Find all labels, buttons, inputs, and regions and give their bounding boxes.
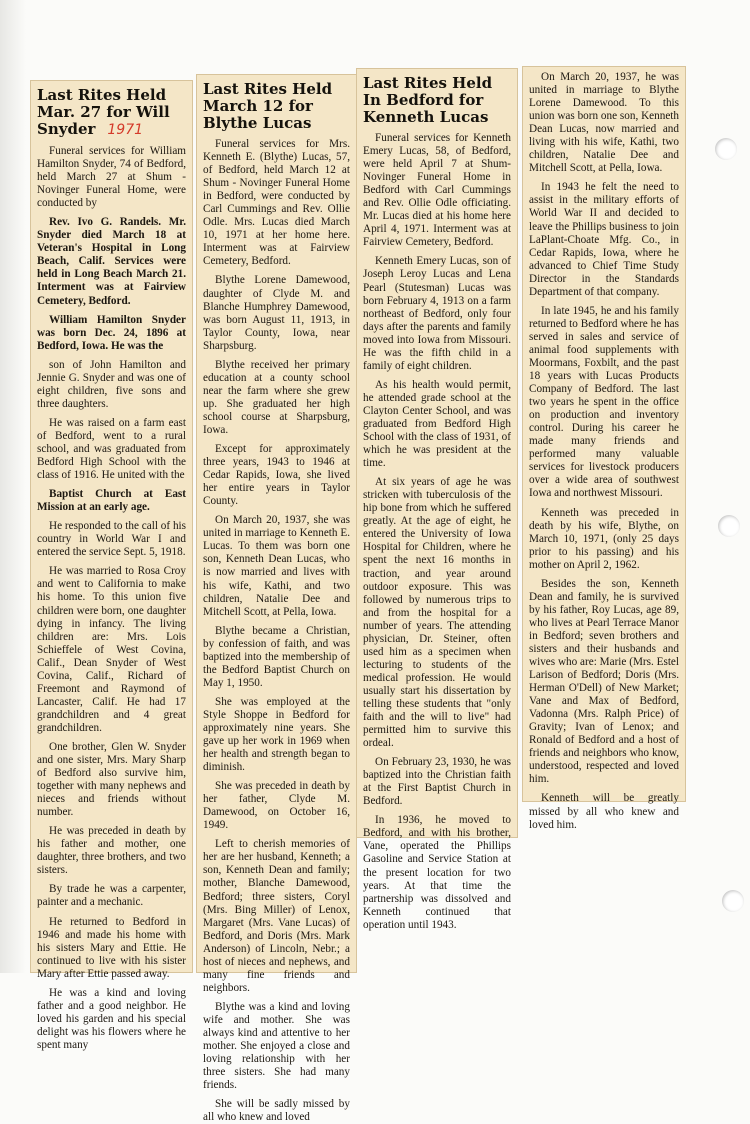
- paragraph: She will be sadly missed by all who knew and loved: [203, 1098, 350, 1124]
- paragraph: Blythe became a Christian, by confession of faith, and was baptized into the membership of the Bedford Baptist Church on May 1, 1950.: [203, 624, 350, 689]
- paragraph: She was preceded in death by her father, Clyde M. Damewood, on October 16, 1949.: [203, 780, 350, 832]
- paragraph: Besides the son, Kenneth Dean and family, he is survived by his father, Roy Lucas, age 89, who lives at Pearl Terrace Manor in Bedford; seven brothers and sisters and their husbands and wives who are: Marie (Mrs. Estel Larison of Bedford; Doris (Mrs. Herman O'Dell) of New Market; Vane and Max of Bedford, Vadonna (Mrs. Ralph Price) of Gravity; Ivan of Lenox; and Ronald of Bedford and a host of friends and neighbors who know, understood, respected and loved him.: [529, 577, 679, 786]
- paragraph: Funeral services for William Hamilton Snyder, 74 of Bedford, held March 27 at Shum - Novinger Funeral Home, were conducted by: [37, 145, 186, 210]
- punch-hole-top: [715, 138, 737, 160]
- paragraph: He returned to Bedford in 1946 and made his home with his sisters Mary and Ettie. He continued to live with his sister Mary after Ettie passed away.: [37, 915, 186, 980]
- paragraph: At six years of age he was stricken with tuberculosis of the hip bone from which he suffered greatly. At the age of eight, he entered the University of Iowa Hospital for Children, where he spent the next 16 months in traction, and year around outdoor exposure. This was followed by numerous trips to and from the hospital for a number of years. The attending physician, Dr. Steiner, often used him as a specimen when lecturing to students of the medical profession. He would usually start his dissertation by telling these students that "only faith and the will to live" had permitted him to survive this ordeal.: [363, 476, 511, 750]
- punch-hole-middle: [718, 515, 740, 537]
- headline: Last Rites Held Mar. 27 for Will Snyder 1971: [37, 86, 170, 138]
- paragraph: William Hamilton Snyder was born Dec. 24, 1896 at Bedford, Iowa. He was the: [37, 313, 186, 352]
- paragraph: He responded to the call of his country in World War I and entered the service Sept. 5, 1918.: [37, 520, 186, 559]
- headline: Last Rites Held In Bedford for Kenneth Lucas: [363, 74, 493, 126]
- paragraph: Except for approximately three years, 1943 to 1946 at Cedar Rapids, Iowa, she lived her entire years in Taylor County.: [203, 443, 350, 508]
- paragraph: Baptist Church at East Mission at an early age.: [37, 488, 186, 514]
- paragraph: Rev. Ivo G. Randels. Mr. Snyder died March 18 at Veteran's Hospital in Long Beach, Calif. Services were held in Long Beach March 21. Interment was at Fairview Cemetery, Bedford.: [37, 216, 186, 307]
- paragraph: He was raised on a farm east of Bedford, went to a rural school, and was graduated from Bedford High School with the class of 1916. He united with the: [37, 416, 186, 482]
- handwritten-year: 1971: [107, 122, 144, 138]
- paragraph: She was employed at the Style Shoppe in Bedford for approximately nine years. She gave up her work in 1969 when her health and strength began to diminish.: [203, 695, 350, 774]
- paragraph: Blythe Lorene Damewood, daughter of Clyde M. and Blanche Humphrey Damewood, was born August 11, 1913, in Taylor County, Iowa, near Sharpsburg.: [203, 274, 350, 352]
- paragraph: Left to cherish memories of her are her husband, Kenneth; a son, Kenneth Dean and family; mother, Blanche Damewood, Bedford; three sisters, Coryl (Mrs. Bing Miller) of Lenox, Margaret (Mrs. Vane Lucas) of Bedford, and Doris (Mrs. Mark Anderson) of Lincoln, Nebr.; a host of nieces and nephews, and many fine friends and neighbors.: [203, 838, 350, 994]
- paragraph: By trade he was a carpenter, painter and a mechanic.: [37, 883, 186, 909]
- paragraph: On March 20, 1937, she was united in marriage to Kenneth E. Lucas. To them was born one son, Kenneth Dean Lucas, who is now married and lives with his wife, Kathi, and two children, Natalie Dee and Mitchell Scott, at Pella, Iowa.: [203, 514, 350, 618]
- clipping-blythe-lucas: [196, 74, 357, 1124]
- paragraph: son of John Hamilton and Jennie G. Snyder and was one of eight children, five sons and three daughters.: [37, 358, 186, 410]
- paragraph: He was married to Rosa Croy and went to California to make his home. To this union five children were born, one daughter dying in infancy. The living children are: Mrs. Lois Schieffele of West Covina, Calif., Dean Snyder of West Covina, Calif., Richard of Freemont and Raymond of Lancaster, Calif. He had 17 grandchildren and 4 great grandchildren.: [37, 565, 186, 734]
- paragraph: In 1936, he moved to Bedford, and with his brother, Vane, operated the Phillips Gasoline and Service Station at the present location for two years. At that time the partnership was dissolved and Kenneth continued that operation until 1943.: [363, 814, 511, 931]
- paragraph: One brother, Glen W. Snyder and one sister, Mrs. Mary Sharp of Bedford also survive him, together with many nephews and nieces and friends without number.: [37, 740, 186, 819]
- paragraph: Kenneth Emery Lucas, son of Joseph Leroy Lucas and Lena Pearl (Stutesman) Lucas was born February 4, 1913 on a farm northeast of Bedford, only four days after the parents and family moved into Iowa from Missouri. He was the fifth child in a family of eight children.: [363, 255, 511, 372]
- paragraph: Kenneth will be greatly missed by all who knew and loved him.: [529, 792, 679, 831]
- clipping-will-snyder: [30, 80, 193, 1051]
- headline: Last Rites Held March 12 for Blythe Lucas: [203, 80, 333, 132]
- paragraph: He was a kind and loving father and a good neighbor. He loved his garden and his special delight was his flowers where he spent many: [37, 986, 186, 1051]
- paragraph: Blythe was a kind and loving wife and mother. She was always kind and attentive to her mother. She enjoyed a close and loving relationship with her three sisters. She had many friends.: [203, 1000, 350, 1092]
- paragraph: In late 1945, he and his family returned to Bedford where he has served in sales and service of animal food supplements with Moormans, Foxbilt, and the past 18 years with Lucas Products Company of Bedford. The last two years he spent in the office on production and inventory control. During his career he made many friends and performed many valuable services for livestock producers over a wide area of southwest Iowa and northwest Missouri.: [529, 304, 679, 500]
- clipping-kenneth-lucas: [356, 68, 518, 931]
- paragraph: Funeral services for Mrs. Kenneth E. (Blythe) Lucas, 57, of Bedford, held March 12 at Shum - Novinger Funeral Home in Bedford, were conducted by Carl Cummings and Rev. Ollie Odle. Mrs. Lucas died March 10, 1971 at her home here. Interment was at Fairview Cemetery, Bedford.: [203, 138, 350, 268]
- paragraph: On February 23, 1930, he was baptized into the Christian faith at the First Baptist Church in Bedford.: [363, 756, 511, 808]
- paragraph: On March 20, 1937, he was united in marriage to Blythe Lorene Damewood. To this union was born one son, Kenneth Dean Lucas, now married and living with his wife, Kathi, two children, Natalie Dee and Mitchell Scott, at Pella, Iowa.: [529, 71, 679, 175]
- paragraph: Kenneth was preceded in death by his wife, Blythe, on March 10, 1971, (only 25 days prior to his passing) and his mother on April 2, 1962.: [529, 506, 679, 571]
- paragraph: Funeral services for Kenneth Emery Lucas, 58, of Bedford, were held April 7 at Shum-Novinger Funeral Home in Bedford with Carl Cummings and Rev. Ollie Odle officiating. Mr. Lucas died at his home here April 4, 1971. Interment was at Fairview Cemetery, Bedford.: [363, 132, 511, 249]
- paragraph: As his health would permit, he attended grade school at the Clayton Center School, and was graduated from Bedford High School with the class of 1931, of which he was president at the time.: [363, 378, 511, 470]
- paragraph: Blythe received her primary education at a county school near the farm where she grew up. She graduated her high school course at Sharpsburg, Iowa.: [203, 358, 350, 436]
- punch-hole-bottom: [722, 890, 744, 912]
- paragraph: He was preceded in death by his father and mother, one daughter, three brothers, and two sisters.: [37, 825, 186, 877]
- paragraph: In 1943 he felt the need to assist in the military efforts of World War II and decided to leave the Phillips business to join LaPlant-Choate Mfg. Co., in Cedar Rapids, Iowa, where he advanced to Chief Time Study Director in the Standards Department of that company.: [529, 181, 679, 298]
- clipping-kenneth-lucas-continued: [522, 66, 686, 831]
